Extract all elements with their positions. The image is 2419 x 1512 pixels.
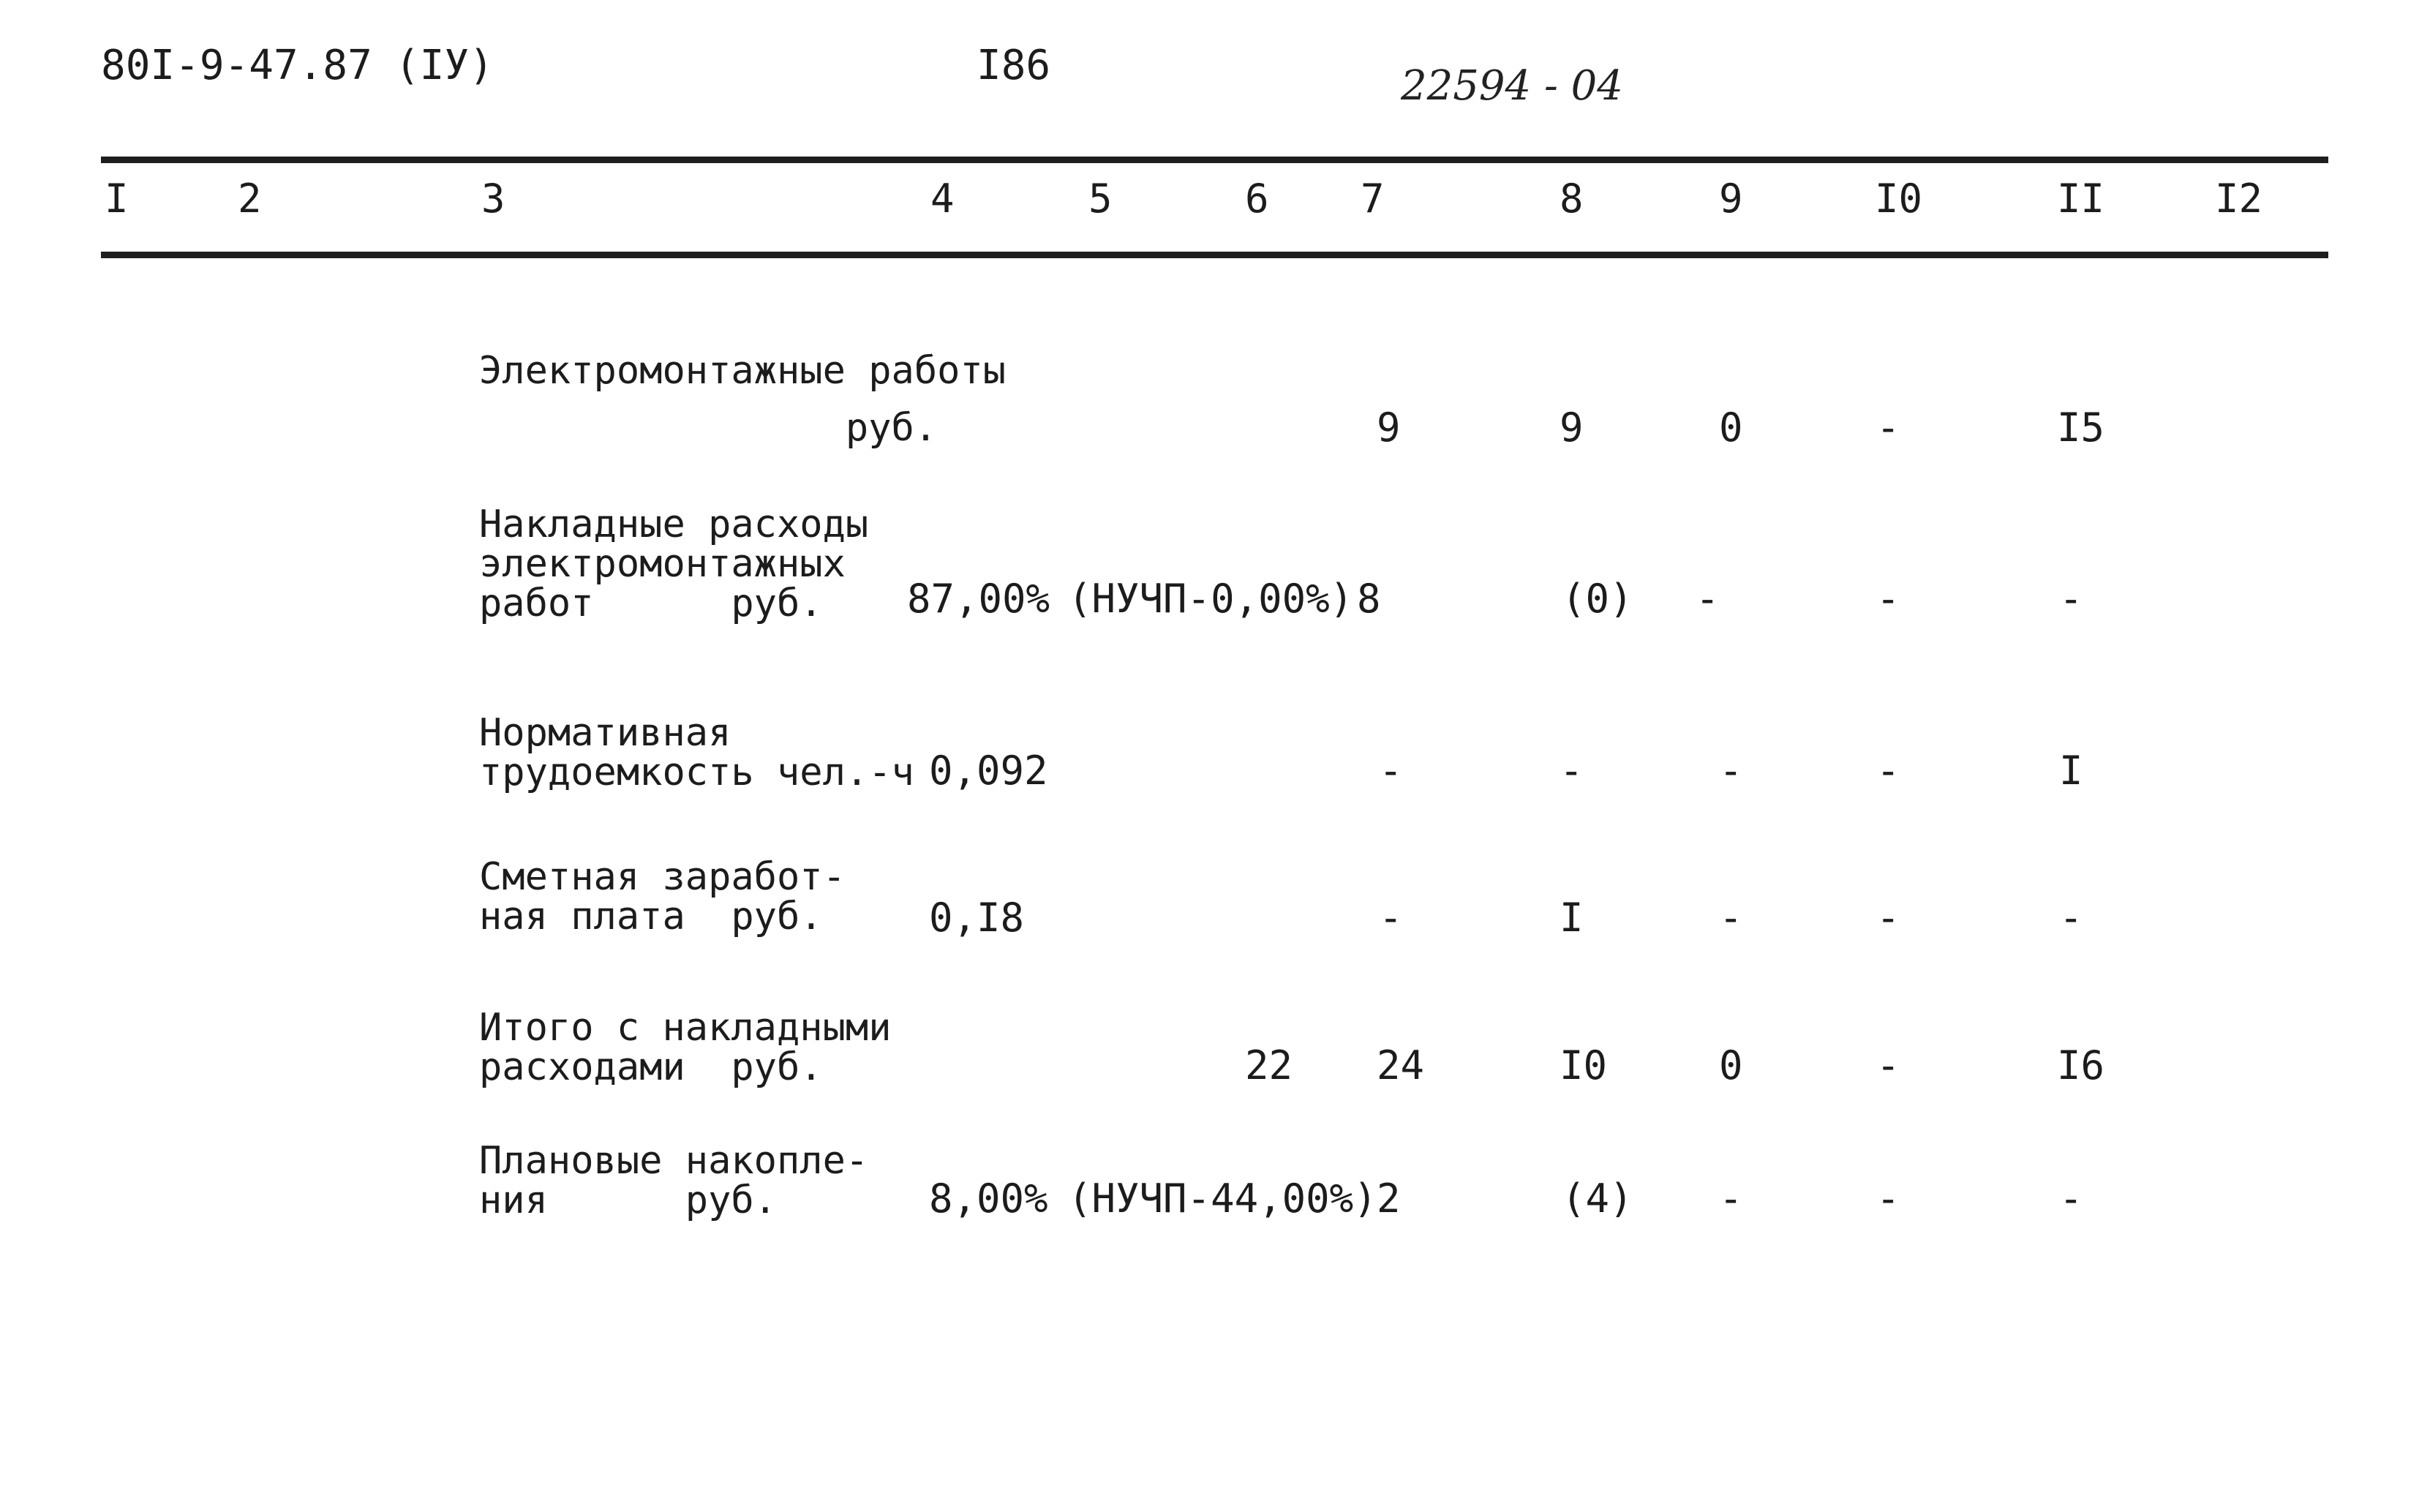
column-number: 4 — [930, 176, 955, 222]
cell-col6: 22 — [1245, 1042, 1293, 1088]
column-number: I2 — [2215, 176, 2263, 222]
cell-col9: - — [1719, 748, 1743, 794]
document-code: 80I-9-47.87 — [101, 42, 372, 89]
cell-col7: 9 — [1377, 405, 1401, 451]
cell-col10: - — [1876, 748, 1900, 794]
cell-col8: (4) — [1562, 1176, 1633, 1222]
cell-col8: 9 — [1560, 405, 1584, 451]
cell-col4: 0,I8 — [929, 895, 1025, 941]
cell-col8: I0 — [1560, 1042, 1608, 1088]
cell-col7: 2 — [1377, 1176, 1401, 1222]
column-number: 2 — [238, 176, 262, 222]
header-bottom-rule — [101, 252, 2328, 258]
column-number: 8 — [1560, 176, 1584, 222]
cell-col9: - — [1719, 895, 1743, 941]
cell-col11: I5 — [2057, 405, 2105, 451]
cell-col10: - — [1876, 895, 1900, 941]
row-label: Итого с накладными расходами руб. — [479, 1006, 892, 1089]
cell-col10: - — [1876, 405, 1900, 451]
cell-col4: 8,00% — [929, 1176, 1048, 1222]
cell-col11: - — [2059, 1176, 2083, 1222]
cell-col10: - — [1876, 576, 1900, 622]
column-number: 6 — [1245, 176, 1269, 222]
column-number: II — [2057, 176, 2105, 222]
cell-col11: I — [2059, 748, 2083, 794]
cell-col9: - — [1719, 1176, 1743, 1222]
cell-col7: 24 — [1377, 1042, 1425, 1088]
column-number: 7 — [1361, 176, 1385, 222]
cell-col7: - — [1379, 895, 1403, 941]
cell-col9: 0 — [1719, 1042, 1743, 1088]
cell-col5: (НУЧП-0,00%) — [1068, 576, 1354, 622]
cell-col10: - — [1876, 1176, 1900, 1222]
cell-col8: - — [1560, 748, 1584, 794]
cell-col11: - — [2059, 576, 2083, 622]
volume-label: (IУ) — [395, 42, 494, 89]
handwritten-reference: 22594 - 04 — [1401, 62, 1623, 110]
cell-col4: 0,092 — [929, 748, 1048, 794]
row-label: Плановые накопле- ния руб. — [479, 1139, 869, 1222]
top-rule — [101, 157, 2328, 163]
cell-col7: 8 — [1357, 576, 1381, 622]
row-label: Нормативная трудоемкость чел.-ч — [479, 711, 914, 794]
cell-col5: (НУЧП-44,00%) — [1068, 1176, 1377, 1222]
column-number: 5 — [1088, 176, 1113, 222]
cell-col4: 87,00% — [907, 576, 1050, 622]
column-number: 3 — [481, 176, 505, 222]
column-number: 9 — [1719, 176, 1743, 222]
row-label: Накладные расходы электромонтажных работ руб. — [479, 503, 869, 625]
cell-col7: - — [1379, 748, 1403, 794]
cell-col8: (0) — [1562, 576, 1633, 622]
cell-col9: 0 — [1719, 405, 1743, 451]
column-number: I — [105, 176, 129, 222]
row-label: Сметная заработ- ная плата руб. — [479, 855, 846, 939]
cell-col9: - — [1696, 576, 1720, 622]
cell-col11: - — [2059, 895, 2083, 941]
cell-col8: I — [1560, 895, 1584, 941]
cell-col10: - — [1876, 1042, 1900, 1088]
row-label: Электромонтажные работы руб. — [479, 349, 1007, 450]
column-number: I0 — [1875, 176, 1923, 222]
page-number: I86 — [977, 42, 1051, 89]
cell-col11: I6 — [2057, 1042, 2105, 1088]
